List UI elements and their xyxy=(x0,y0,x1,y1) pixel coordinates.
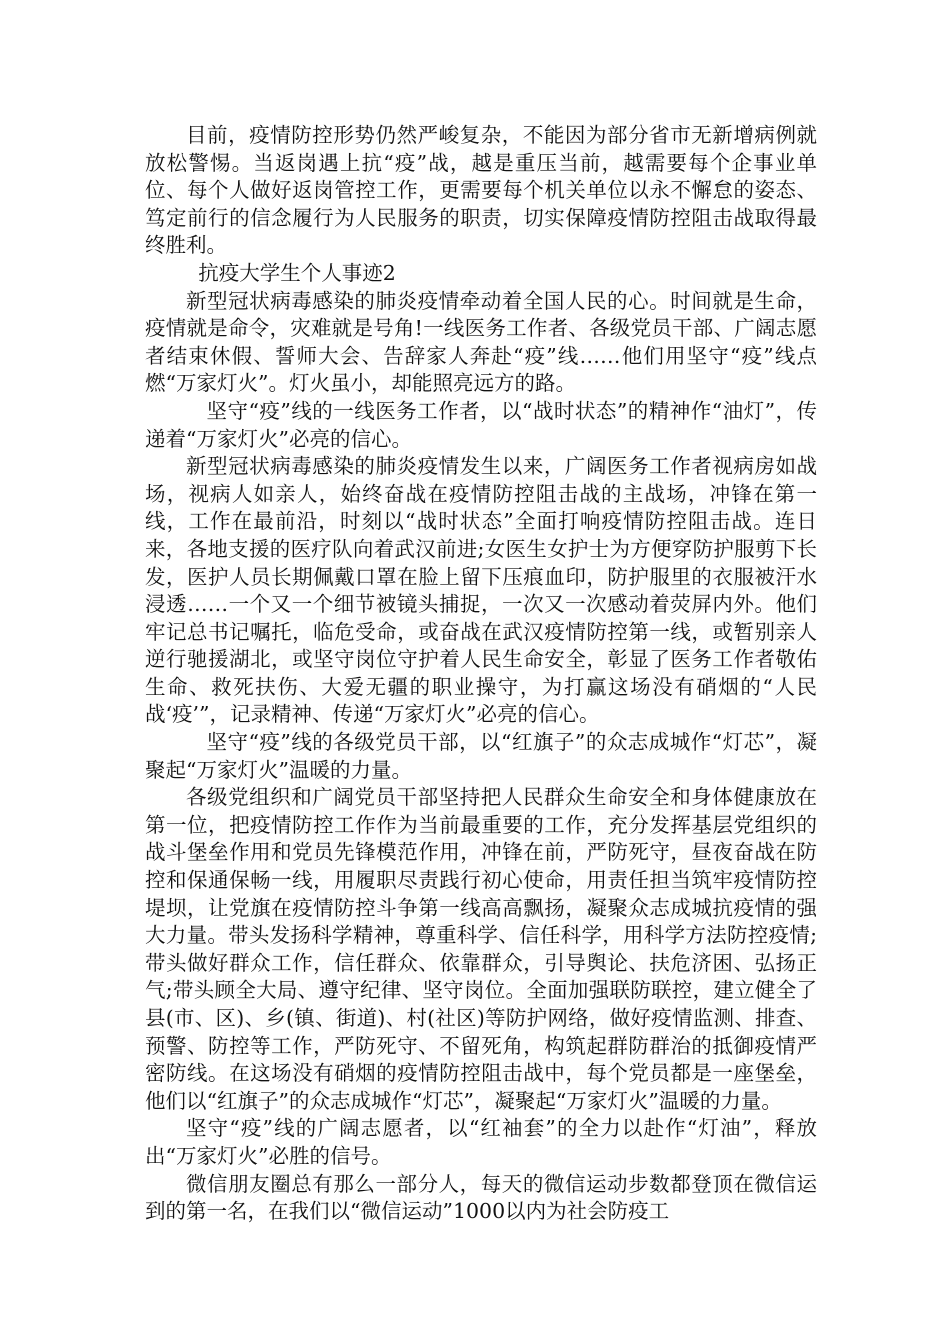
paragraph-party-lead: 坚守“疫”线的各级党员干部，以“红旗子”的众志成城作“灯芯”，凝聚起“万家灯火”温暖的力量。 xyxy=(145,730,817,782)
paragraph-wechat: 微信朋友圈总有那么一部分人，每天的微信运动步数都登顶在微信运到的第一名，在我们以“微信运动”1000以内为社会防疫工 xyxy=(145,1171,817,1224)
paragraph-volunteer-lead: 坚守“疫”线的广阔志愿者，以“红袖套”的全力以赴作“灯油”，释放出“万家灯火”必胜的信号。 xyxy=(145,1116,817,1168)
section-heading: 抗疫大学生个人事迹2 xyxy=(198,260,396,285)
paragraph-intro: 目前，疫情防控形势仍然严峻复杂，不能因为部分省市无新增病例就放松警惕。当返岗遇上抗“疫”战，越是重压当前，越需要每个企事业单位、每个人做好返岗管控工作，更需要每个机关单位以永不懈怠的姿态、笃定前行的信念履行为人民服务的职责，切实保障疫情防控阻击战取得最终胜利。 xyxy=(145,123,817,258)
paragraph-medical-lead: 坚守“疫”线的一线医务工作者，以“战时状态”的精神作“油灯”，传递着“万家灯火”必亮的信心。 xyxy=(145,398,817,451)
paragraph-overview: 新型冠状病毒感染的肺炎疫情牵动着全国人民的心。时间就是生命，疫情就是命令，灾难就是号角!一线医务工作者、各级党员干部、广阔志愿者结束休假、誓师大会、告辞家人奔赴“疫”线……他们用坚守“疫”线点燃“万家灯火”。灯火虽小，却能照亮远方的路。 xyxy=(145,288,817,396)
paragraph-party-body: 各级党组织和广阔党员干部坚持把人民群众生命安全和身体健康放在第一位，把疫情防控工作作为当前最重要的工作，充分发挥基层党组织的战斗堡垒作用和党员先锋模范作用，冲锋在前，严防死守，昼夜奋战在防控和保通保畅一线，用履职尽责践行初心使命，用责任担当筑牢疫情防控堤坝，让党旗在疫情防控斗争第一线高高飘扬，凝聚众志成城抗疫情的强大力量。带头发扬科学精神，尊重科学、信任科学，用科学方法防控疫情;带头做好群众工作，信任群众、依靠群众，引导舆论、扶危济困、弘扬正气;带头顾全大局、遵守纪律、坚守岗位。全面加强联防联控，建立健全了县(市、区)、乡(镇、街道)、村(社区)等防护网络，做好疫情监测、排查、预警、防控等工作，严防死守、不留死角，构筑起群防群治的抵御疫情严密防线。在这场没有硝烟的疫情防控阻击战中，每个党员都是一座堡垒，他们以“红旗子”的众志成城作“灯芯”，凝聚起“万家灯火”温暖的力量。 xyxy=(145,785,817,1113)
document-page xyxy=(145,122,817,1226)
paragraph-medical-body: 新型冠状病毒感染的肺炎疫情发生以来，广阔医务工作者视病房如战场，视病人如亲人，始终奋战在疫情防控阻击战的主战场，冲锋在第一线，工作在最前沿，时刻以“战时状态”全面打响疫情防控阻击战。连日来，各地支援的医疗队向着武汉前进;女医生女护士为方便穿防护服剪下长发，医护人员长期佩戴口罩在脸上留下压痕血印，防护服里的衣服被汗水浸透……一个又一个细节被镜头捕捉，一次又一次感动着荧屏内外。他们牢记总书记嘱托，临危受命，或奋战在武汉疫情防控第一线，或暂别亲人逆行驰援湖北，或坚守岗位守护着人民生命安全，彰显了医务工作者敬佑生命、救死扶伤、大爱无疆的职业操守，为打赢这场没有硝烟的“人民战‘疫’”，记录精神、传递“万家灯火”必亮的信心。 xyxy=(145,454,817,727)
